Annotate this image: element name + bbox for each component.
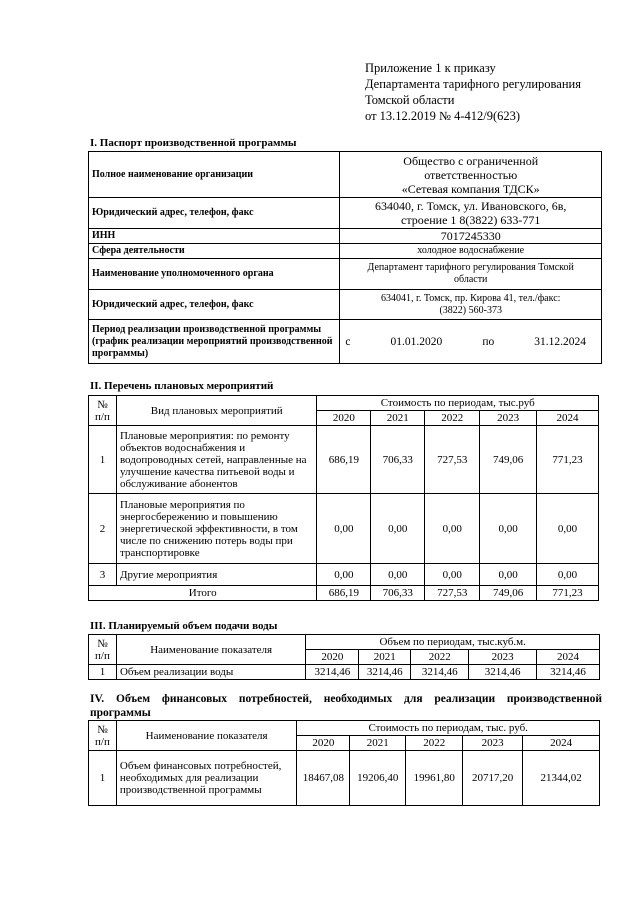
col-num-header: № п/п — [89, 721, 117, 751]
row-num: 1 — [89, 426, 117, 494]
table-row — [89, 259, 602, 290]
year-header: 2024 — [523, 736, 600, 751]
row-label: Полное наименование организации — [89, 152, 340, 198]
value-line: 634040, г. Томск, ул. Ивановского, 6в, — [375, 199, 567, 213]
activities-table — [88, 395, 599, 601]
total-value: 727,53 — [425, 586, 480, 601]
period-from-word: с — [345, 335, 351, 348]
col-name-header: Вид плановых мероприятий — [116, 396, 317, 426]
row-value: 771,23 — [537, 426, 599, 494]
row-value: 7017245330 — [340, 229, 602, 244]
row-num: 2 — [89, 494, 117, 564]
value-line: строение 1 8(3822) 633-771 — [401, 213, 541, 227]
table-row — [89, 426, 599, 494]
table-header-row — [89, 721, 600, 736]
table-row — [89, 229, 602, 244]
year-header: 2022 — [425, 411, 480, 426]
total-value: 706,33 — [371, 586, 425, 601]
period-to-word: по — [482, 335, 495, 348]
row-value: 3214,46 — [537, 665, 600, 680]
year-header: 2021 — [350, 736, 406, 751]
year-header: 2023 — [480, 411, 537, 426]
total-value: 686,19 — [317, 586, 371, 601]
value-line: ответственностью — [424, 167, 518, 182]
row-value: 3214,46 — [306, 665, 359, 680]
table-row — [89, 564, 599, 586]
row-num: 1 — [89, 665, 117, 680]
row-value: 0,00 — [425, 494, 480, 564]
period-value — [340, 320, 602, 364]
table-row — [89, 290, 602, 320]
row-name: Другие мероприятия — [116, 564, 317, 586]
row-value: 3214,46 — [469, 665, 537, 680]
table-row — [89, 244, 602, 259]
row-value: 0,00 — [371, 564, 425, 586]
col-cost-header: Стоимость по периодам, тыс.руб — [317, 396, 599, 411]
year-header: 2024 — [537, 650, 600, 665]
passport-table — [88, 151, 602, 364]
row-name: Объем реализации воды — [116, 665, 305, 680]
row-value: 0,00 — [537, 494, 599, 564]
financial-needs-table — [88, 720, 600, 806]
row-value: 0,00 — [480, 564, 537, 586]
value-line: 634041, г. Томск, пр. Кирова 41, тел./факс: — [380, 292, 561, 304]
table-row — [89, 665, 600, 680]
value-line: (3822) 560-373 — [439, 304, 502, 316]
total-row — [89, 586, 599, 601]
row-value — [340, 290, 602, 320]
section-3-title: III. Планируемый объем подачи воды — [90, 620, 278, 632]
year-header: 2024 — [537, 411, 599, 426]
row-value: 686,19 — [317, 426, 371, 494]
row-name: Плановые мероприятия по энергосбережению и повышению энергетической эффективности, в том числе по снижению потерь воды при транспортировке — [116, 494, 317, 564]
year-header: 2020 — [317, 411, 371, 426]
row-value — [340, 259, 602, 290]
row-num: 3 — [89, 564, 117, 586]
header-line-3: Томской области — [365, 93, 455, 107]
table-row — [89, 152, 602, 198]
header-line-2: Департамента тарифного регулирования — [365, 77, 581, 91]
row-value — [340, 152, 602, 198]
total-value: 749,06 — [480, 586, 537, 601]
table-row — [89, 751, 600, 806]
col-num-header: № п/п — [89, 396, 117, 426]
total-label: Итого — [89, 586, 317, 601]
table-row — [89, 198, 602, 229]
row-value: холодное водоснабжение — [340, 244, 602, 259]
row-value: 3214,46 — [359, 665, 411, 680]
year-header: 2022 — [411, 650, 469, 665]
value-line: «Сетевая компания ТДСК» — [401, 181, 540, 196]
row-value: 20717,20 — [463, 751, 523, 806]
row-value: 0,00 — [371, 494, 425, 564]
value-line: Общество с ограниченной — [403, 153, 539, 168]
row-label: Сфера деятельности — [89, 244, 340, 259]
row-label: Юридический адрес, телефон, факс — [89, 198, 340, 229]
table-row — [89, 494, 599, 564]
row-num: 1 — [89, 751, 117, 806]
year-header: 2023 — [469, 650, 537, 665]
row-value: 749,06 — [480, 426, 537, 494]
row-value: 0,00 — [480, 494, 537, 564]
row-name: Плановые мероприятия: по ремонту объектов водоснабжения и водопроводных сетей, направленные на улучшение качества питьевой воды и обслуживание абонентов — [116, 426, 317, 494]
table-row — [89, 320, 602, 364]
header-line-4: от 13.12.2019 № 4-412/9(623) — [365, 109, 521, 123]
header-line-1: Приложение 1 к приказу — [365, 61, 496, 75]
row-value: 18467,08 — [297, 751, 350, 806]
section-4-title: IV. Объем финансовых потребностей, необходимых для реализации производственной программы — [90, 693, 602, 719]
table-header-row — [89, 635, 600, 650]
col-cost-header: Стоимость по периодам, тыс. руб. — [297, 721, 600, 736]
year-header: 2023 — [463, 736, 523, 751]
col-num-header: № п/п — [89, 635, 117, 665]
row-value: 19206,40 — [350, 751, 406, 806]
water-volume-table — [88, 634, 600, 680]
section-1-title: I. Паспорт производственной программы — [90, 137, 297, 149]
row-value: 727,53 — [425, 426, 480, 494]
row-value: 706,33 — [371, 426, 425, 494]
row-value — [340, 198, 602, 229]
row-value: 0,00 — [537, 564, 599, 586]
row-name: Объем финансовых потребностей, необходимых для реализации производственной программы — [116, 751, 296, 806]
col-name-header: Наименование показателя — [116, 635, 305, 665]
section-2-title: II. Перечень плановых мероприятий — [90, 380, 274, 392]
row-value: 0,00 — [317, 564, 371, 586]
table-header-row — [89, 396, 599, 411]
col-volume-header: Объем по периодам, тыс.куб.м. — [306, 635, 600, 650]
value-line: Департамент тарифного регулирования Томской — [367, 262, 574, 273]
period-label: Период реализации производственной программы (график реализации мероприятий производственной программы) — [89, 320, 340, 364]
row-value: 21344,02 — [523, 751, 600, 806]
row-value: 3214,46 — [411, 665, 469, 680]
total-value: 771,23 — [537, 586, 599, 601]
value-line: области — [453, 274, 488, 285]
row-label: Наименование уполномоченного органа — [89, 259, 340, 290]
period-to: 31.12.2024 — [534, 335, 586, 348]
row-value: 19961,80 — [406, 751, 463, 806]
col-name-header: Наименование показателя — [116, 721, 296, 751]
document-header — [365, 60, 581, 124]
row-value: 0,00 — [317, 494, 371, 564]
year-header: 2020 — [306, 650, 359, 665]
year-header: 2021 — [371, 411, 425, 426]
year-header: 2020 — [297, 736, 350, 751]
row-value: 0,00 — [425, 564, 480, 586]
period-from: 01.01.2020 — [390, 335, 443, 348]
row-label: Юридический адрес, телефон, факс — [89, 290, 340, 320]
row-label: ИНН — [89, 229, 340, 244]
year-header: 2021 — [359, 650, 411, 665]
year-header: 2022 — [406, 736, 463, 751]
